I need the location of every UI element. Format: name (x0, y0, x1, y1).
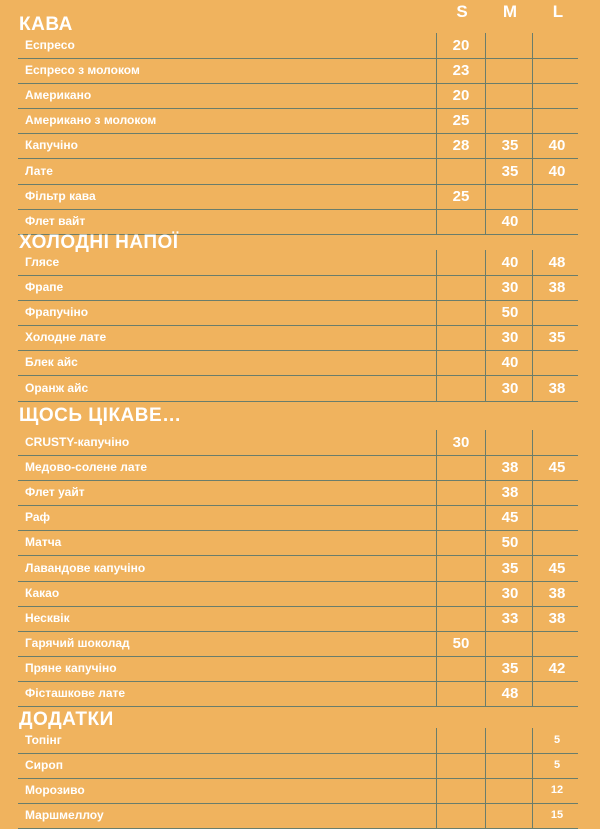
item-name: Еспресо (25, 38, 75, 52)
price-l (532, 681, 581, 706)
price-m: 40 (485, 209, 534, 234)
price-m: 45 (485, 505, 534, 530)
price-l (532, 480, 581, 505)
item-name: Раф (25, 510, 51, 525)
menu-row (18, 159, 578, 185)
price-l: 38 (532, 376, 581, 401)
price-s (436, 581, 485, 606)
price-s (436, 656, 485, 681)
price-s (436, 530, 485, 555)
item-name: Несквік (25, 610, 70, 625)
price-s: 25 (436, 108, 485, 133)
menu-row (18, 728, 578, 754)
menu-row (18, 505, 578, 531)
price-s (436, 606, 485, 631)
price-m: 30 (485, 376, 534, 401)
section-title: ХОЛОДНІ НАПОЇ (19, 232, 179, 253)
menu-row (18, 656, 578, 682)
price-l (532, 33, 581, 58)
menu-row (18, 480, 578, 506)
price-m: 35 (485, 159, 534, 184)
menu-row (18, 581, 578, 607)
price-l: 5 (532, 753, 581, 778)
price-m: 30 (485, 325, 534, 350)
item-name: Американо (25, 88, 92, 103)
price-s: 30 (436, 430, 485, 455)
menu-row (18, 209, 578, 235)
menu-row (18, 250, 578, 276)
price-l: 12 (532, 778, 581, 803)
item-name: Какао (25, 585, 60, 600)
menu-row (18, 325, 578, 351)
menu-row (18, 455, 578, 481)
item-name: Маршмеллоу (25, 808, 104, 823)
price-s: 50 (436, 631, 485, 656)
item-name: Флет уайт (25, 485, 85, 500)
price-l: 40 (532, 159, 581, 184)
menu-row (18, 133, 578, 159)
price-m: 38 (485, 480, 534, 505)
price-l (532, 530, 581, 555)
menu-row (18, 631, 578, 657)
menu-row (18, 350, 578, 376)
item-name: Фільтр кава (25, 188, 96, 203)
menu-row (18, 58, 578, 84)
price-m (485, 753, 534, 778)
price-l: 45 (532, 556, 581, 581)
price-s (436, 325, 485, 350)
item-name: Оранж айс (25, 380, 89, 395)
item-name: Сироп (25, 758, 63, 773)
menu-row (18, 376, 578, 402)
price-m: 35 (485, 556, 534, 581)
price-s (436, 753, 485, 778)
price-m: 35 (485, 656, 534, 681)
price-m (485, 33, 534, 58)
price-l: 15 (532, 803, 581, 828)
price-l: 38 (532, 581, 581, 606)
item-name: Пряне капучіно (25, 660, 117, 675)
price-s: 20 (436, 83, 485, 108)
price-s (436, 350, 485, 375)
price-l: 38 (532, 275, 581, 300)
menu-row (18, 803, 578, 829)
menu-row (18, 778, 578, 804)
price-m (485, 108, 534, 133)
price-s (436, 300, 485, 325)
price-s (436, 505, 485, 530)
item-name: Капучіно (25, 138, 78, 153)
price-l: 45 (532, 455, 581, 480)
price-s (436, 803, 485, 828)
menu-row (18, 33, 578, 59)
price-m (485, 803, 534, 828)
menu-row (18, 275, 578, 301)
price-s (436, 250, 485, 275)
price-l: 48 (532, 250, 581, 275)
price-m: 38 (485, 455, 534, 480)
item-name: Фрапе (25, 280, 64, 295)
price-s: 20 (436, 33, 485, 58)
item-name: Фрапучіно (25, 305, 89, 320)
item-name: Еспресо з молоком (25, 63, 140, 78)
menu-row (18, 530, 578, 556)
menu-row (18, 108, 578, 134)
price-s (436, 209, 485, 234)
price-s (436, 778, 485, 803)
menu-row (18, 430, 578, 456)
item-name: Американо з молоком (25, 113, 157, 128)
price-s (436, 455, 485, 480)
size-header-s: S (456, 2, 468, 21)
price-s (436, 728, 485, 753)
price-l (532, 300, 581, 325)
price-l: 38 (532, 606, 581, 631)
price-s (436, 275, 485, 300)
price-m (485, 184, 534, 209)
item-name: Топінг (25, 733, 62, 747)
price-s (436, 556, 485, 581)
item-name: Лавандове капучіно (25, 560, 146, 575)
item-name: Блек айс (25, 355, 78, 370)
price-l (532, 83, 581, 108)
price-l (532, 184, 581, 209)
price-l: 40 (532, 133, 581, 158)
price-m: 33 (485, 606, 534, 631)
price-l (532, 108, 581, 133)
section-title: ДОДАТКИ (19, 709, 114, 730)
section-title: КАВА (19, 14, 73, 35)
price-m (485, 58, 534, 83)
menu-row (18, 681, 578, 707)
menu-row (18, 83, 578, 109)
size-header-l: L (552, 2, 564, 21)
price-m (485, 430, 534, 455)
price-m: 40 (485, 250, 534, 275)
price-l (532, 58, 581, 83)
price-m (485, 631, 534, 656)
price-s (436, 480, 485, 505)
menu-row (18, 300, 578, 326)
item-name: Морозиво (25, 783, 85, 798)
price-l (532, 430, 581, 455)
item-name: CRUSTY-капучіно (25, 435, 130, 449)
item-name: Глясе (25, 255, 60, 269)
menu-row (18, 556, 578, 582)
price-m: 48 (485, 681, 534, 706)
price-m (485, 728, 534, 753)
price-m: 30 (485, 581, 534, 606)
price-l (532, 350, 581, 375)
price-l: 35 (532, 325, 581, 350)
price-s: 25 (436, 184, 485, 209)
menu-row (18, 606, 578, 632)
item-name: Медово-солене лате (25, 460, 148, 475)
item-name: Холодне лате (25, 330, 107, 345)
price-s (436, 681, 485, 706)
price-l: 42 (532, 656, 581, 681)
price-m: 40 (485, 350, 534, 375)
size-header-m: M (502, 2, 518, 21)
price-m: 50 (485, 530, 534, 555)
menu-row (18, 184, 578, 210)
item-name: Фісташкове лате (25, 686, 126, 700)
item-name: Матча (25, 535, 62, 550)
price-l (532, 505, 581, 530)
price-s: 23 (436, 58, 485, 83)
item-name: Лате (25, 163, 53, 178)
price-s: 28 (436, 133, 485, 158)
section-title: ЩОСЬ ЦІКАВЕ… (19, 405, 182, 426)
menu-row (18, 753, 578, 779)
price-m (485, 778, 534, 803)
price-l: 5 (532, 728, 581, 753)
price-m: 30 (485, 275, 534, 300)
price-s (436, 376, 485, 401)
price-l (532, 209, 581, 234)
item-name: Флет вайт (25, 213, 86, 228)
price-m: 50 (485, 300, 534, 325)
price-m: 35 (485, 133, 534, 158)
price-s (436, 159, 485, 184)
price-m (485, 83, 534, 108)
price-l (532, 631, 581, 656)
item-name: Гарячий шоколад (25, 635, 130, 650)
